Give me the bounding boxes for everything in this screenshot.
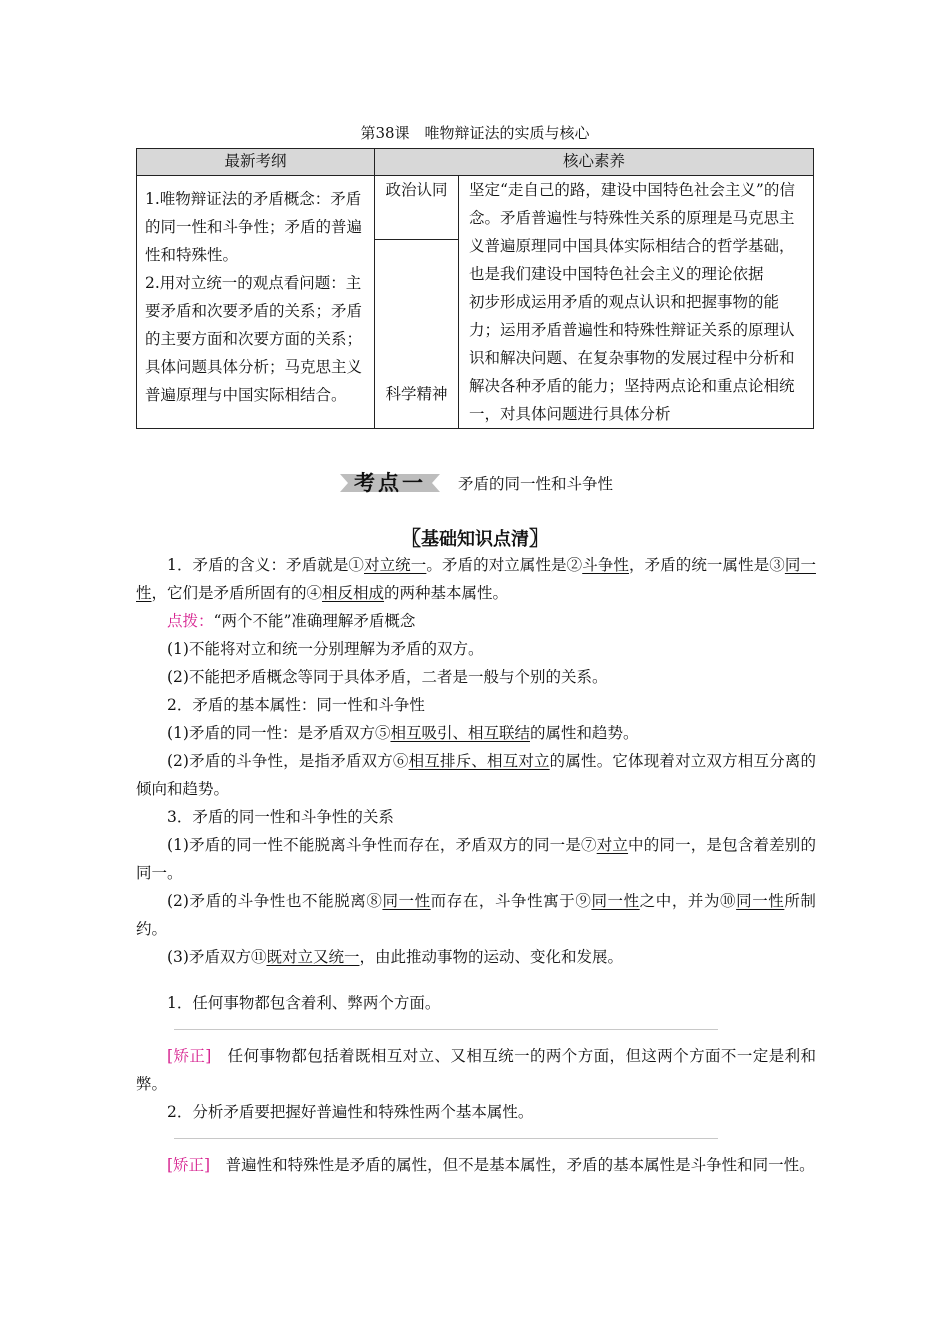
judgment-correction-2: [矫正] 普遍性和特殊性是矛盾的属性，但不是基本属性，矛盾的基本属性是斗争性和同一性。 <box>167 1156 815 1174</box>
answer-blank: 对立统一 <box>364 556 427 574</box>
tip-item-2: (2)不能把矛盾概念等同于具体矛盾，二者是一般与个别的关系。 <box>167 668 608 686</box>
literacy-label-cell <box>375 239 459 428</box>
answer-blank: 对立 <box>596 836 629 854</box>
tip-label: 点拨： <box>167 612 214 630</box>
tip-item-1: (1)不能将对立和统一分别理解为矛盾的双方。 <box>167 640 484 658</box>
answer-blank: 既对立又统一 <box>266 948 360 966</box>
heading-relationship: 3．矛盾的同一性和斗争性的关系 <box>167 808 394 826</box>
answer-blank: 同一性 <box>136 556 816 602</box>
outline-cell <box>137 176 375 429</box>
section-bracket-right: 〗 <box>529 526 549 550</box>
answer-blank: 同一性 <box>382 892 431 910</box>
tip-line <box>136 607 816 635</box>
header-latest-outline: 最新考纲 <box>137 149 375 176</box>
section-heading-text: 基础知识点清 <box>421 529 529 550</box>
paragraph-contradiction-meaning: 1．矛盾的含义：矛盾就是①对立统一。矛盾的对立属性是②斗争性，矛盾的统一属性是③同一性，它们是矛盾所固有的④相反相成的两种基本属性。 <box>136 556 816 602</box>
outline-line-1: 1.唯物辩证法的矛盾概念：矛盾的同一性和斗争性；矛盾的普遍性和特殊性。 <box>145 190 363 264</box>
judgment-statement-2: 2．分析矛盾要把握好普遍性和特殊性两个基本属性。 <box>167 1103 534 1121</box>
heading-basic-attributes: 2．矛盾的基本属性：同一性和斗争性 <box>167 696 425 714</box>
kaodian-badge-text: 考点一 <box>354 471 426 495</box>
kaodian-bar <box>340 470 613 496</box>
kaodian-title: 矛盾的同一性和斗争性 <box>458 475 614 493</box>
paragraph-identity: (1)矛盾的同一性：是矛盾双方⑤相互吸引、相互联结的属性和趋势。 <box>167 724 639 742</box>
judgment-statement-1: 1．任何事物都包含着利、弊两个方面。 <box>167 994 441 1012</box>
answer-blank: 同一性 <box>736 892 785 910</box>
paragraph-relation-1: (1)矛盾的同一性不能脱离斗争性而存在，矛盾双方的同一是⑦对立中的同一，是包含着差别的同一。 <box>136 836 816 882</box>
correction-tag: [矫正] <box>167 1047 212 1065</box>
paragraph-relation-2: (2)矛盾的斗争性也不能脱离⑧同一性而存在，斗争性寓于⑨同一性之中，并为⑩同一性所制约。 <box>136 892 816 938</box>
tip-text: “两个不能”准确理解矛盾概念 <box>213 612 416 630</box>
answer-blank: 相反相成 <box>322 584 385 602</box>
answer-blank: 相互吸引、相互联结 <box>390 724 530 742</box>
kaodian-badge <box>340 470 440 496</box>
header-core-literacy: 核心素养 <box>375 149 814 176</box>
literacy-label-political: 政治认同 <box>385 181 448 199</box>
answer-blank: 同一性 <box>591 892 640 910</box>
judgment-correction-1: [矫正] 任何事物都包括着既相互对立、又相互统一的两个方面，但这两个方面不一定是利和弊。 <box>136 1047 816 1093</box>
outline-line-2: 2.用对立统一的观点看问题：主要矛盾和次要矛盾的关系；矛盾的主要方面和次要方面的关系；具体问题具体分析；马克思主义普遍原理与中国实际相结合。 <box>145 274 363 404</box>
knowledge-content <box>136 551 816 1179</box>
literacy-desc-cell <box>459 176 814 429</box>
outline-table <box>136 148 814 429</box>
outline-header-row <box>137 149 814 176</box>
lesson-title: 第38课 唯物辩证法的实质与核心 <box>360 124 590 142</box>
literacy-desc-political: 坚定“走自己的路，建设中国特色社会主义”的信念。矛盾普遍性与特殊性关系的原理是马克思主义普遍原理同中国具体实际相结合的哲学基础，也是我们建设中国特色社会主义的理论依据 <box>469 181 795 283</box>
paragraph-relation-3: (3)矛盾双方⑪既对立又统一，由此推动事物的运动、变化和发展。 <box>167 948 623 966</box>
literacy-desc-science: 初步形成运用矛盾的观点认识和把握事物的能力；运用矛盾普遍性和特殊性辩证关系的原理认识和解决问题、在复杂事物的发展过程中分析和解决各种矛盾的能力；坚持两点论和重点论相统一，对具体问题进行具体分析 <box>469 293 795 423</box>
literacy-label-science: 科学精神 <box>385 384 448 403</box>
outline-row-1 <box>137 176 814 240</box>
answer-blank: 相互排斥、相互对立 <box>408 752 550 770</box>
paragraph-struggle: (2)矛盾的斗争性，是指矛盾双方⑥相互排斥、相互对立的属性。它体现着对立双方相互分离的倾向和趋势。 <box>136 752 816 798</box>
answer-blank: 斗争性 <box>582 556 629 574</box>
section-heading <box>0 522 950 551</box>
correction-tag: [矫正] <box>167 1156 211 1174</box>
section-bracket-left: 〖 <box>401 526 421 550</box>
literacy-label-cell <box>375 176 459 240</box>
